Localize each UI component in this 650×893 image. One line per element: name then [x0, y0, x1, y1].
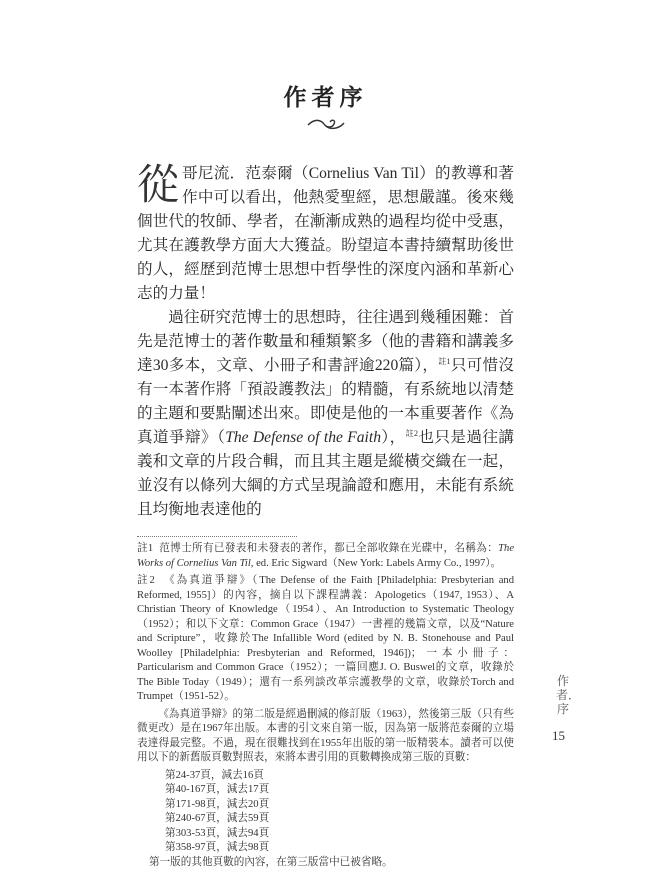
footnote-1-label: 註1 — [137, 543, 154, 554]
paragraph-1 — [137, 162, 514, 306]
page-map-item: 第24-37頁，減去16頁 — [165, 769, 264, 781]
page-map-item: 第171-98頁，減去20頁 — [165, 798, 270, 810]
p2-book-title: The Defense of the Faith — [225, 429, 381, 446]
footnote-ref-2[interactable]: 註2 — [405, 428, 419, 438]
page-column — [137, 0, 514, 893]
page-conversion-list — [165, 769, 514, 856]
p2-text-c: ）， — [381, 429, 406, 446]
footnote-ref-1[interactable]: 註1 — [438, 356, 451, 366]
preface-body — [137, 162, 514, 522]
page-map-item: 第240-67頁，減去59頁 — [165, 813, 270, 824]
p2-text-b: 只可惜沒有一本著作將「預設護教法」的精髓，有系統地以清楚的主題和要點闡述出來。即使是他的一本重要著作《為真道爭辯》（ — [137, 357, 514, 446]
footnote-1-title: The Works of Cornelius Van Til, — [137, 543, 515, 569]
footnote-2-label: 註2 — [137, 575, 155, 586]
footnote-1-tail: ed. Eric Sigward（New York: Labels Army Co., 1997）。 — [253, 557, 502, 569]
paragraph-1-text: 哥尼流．范泰爾（Cornelius Van Til）的教導和著作中可以看出，他熱愛聖經，思想嚴謹。後來幾個世代的牧師、學者，在漸漸成熟的過程均從中受惠，尤其在護教學方面大大獲益。盼望這本書持續幫助後世的人，經歷到范博士思想中哲學性的深度內涵和革新心志的力量！ — [137, 165, 514, 302]
drop-cap: 從 — [137, 163, 180, 209]
ornament-flourish-icon — [306, 116, 346, 132]
footnote-divider — [137, 536, 297, 537]
running-head: 作者．序 — [556, 674, 581, 716]
footnote-2-para-2: 《為真道爭辯》的第二版是經過刪減的修訂版（1963），然後第三版（只有些微更改）是在1967年出版。本書的引文來自第一版，因為第一版將范泰爾的立場表達得最完整。不過，現在很難找到在1955年出版的第一版精裝本。讀者可以使用以下的新舊版頁數對照表，來將本書引用的頁數轉換成第三版的頁數： — [137, 708, 514, 763]
footnote-2 — [137, 574, 514, 705]
footnote-1 — [137, 542, 514, 571]
footnote-closing: 第一版的其他頁數的內容，在第三版當中已被省略。 — [149, 856, 393, 868]
page-map-item: 第303-53頁，減去94頁 — [165, 827, 270, 839]
p2-text-d: 也只是過往講義和文章的片段合輯，而且其主題是縱橫交織在一起，並沒有以條列大綱的方式呈現論證和應用，未能有系統且均衡地表達他的 — [137, 429, 515, 518]
paragraph-2 — [137, 306, 514, 522]
page-title: 作者序 — [283, 85, 368, 111]
p2-text-a: 過往研究范博士的思想時，往往遇到幾種困難：首先是范博士的著作數量和種類繁多（他的書籍和講義多達30多本，文章、小冊子和書評逾220篇）， — [137, 309, 514, 374]
page-number: 15 — [552, 728, 565, 743]
page-map-item: 第40-167頁，減去17頁 — [165, 784, 270, 795]
footnote-1-text: 范博士所有已發表和未發表的著作，都已全部收錄在光碟中，名稱為： — [159, 543, 499, 554]
footnotes — [137, 542, 514, 870]
footnote-2-text: 《為真道爭辯》（The Defense of the Faith [Philadelphia: Presbyterian and Reformed, 1955]）的內容，摘自以下課程講義：Apologetics（1947, 1953）、A Christian Theory of Knowledge（1954）、An Introduction to Systematic Theology（1952）；和以下文章：Common Grace（1947）一書裡的幾篇文章，以及“Nature and Scripture”，收錄於The Infallible Word (edited by N. B. Stonehouse and Paul Woolley [Philadelphia: Presbyterian and Reformed, 1946])；一本小冊子：Particularism and Common Grace（1952）；一篇回應J. O. Buswel的文章，收錄於The Bible Today（1949）；還有一系列談改革宗護教學的文章，收錄於Torch and Trumpet（1951-52）。 — [137, 575, 514, 702]
page-map-item: 第358-97頁，減去98頁 — [165, 842, 270, 853]
